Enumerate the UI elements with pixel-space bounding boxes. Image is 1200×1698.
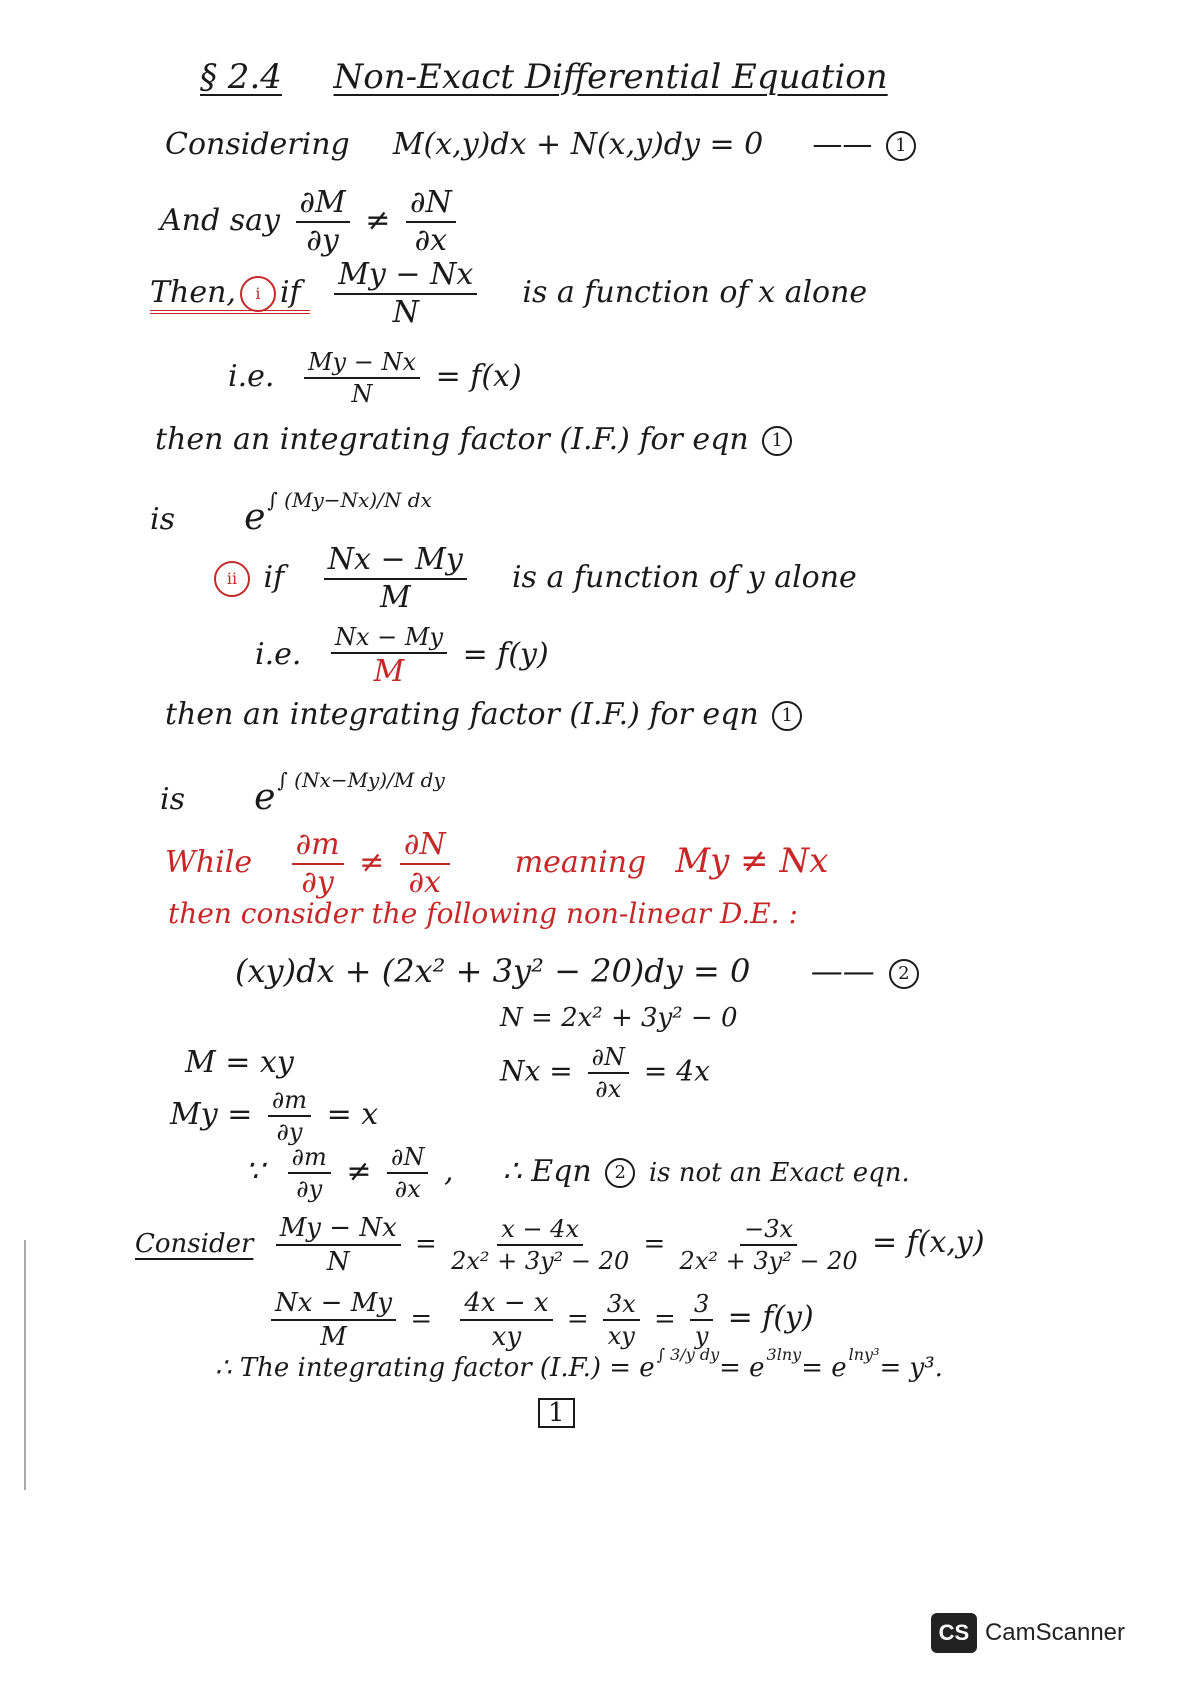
page-title: Non-Exact Differential Equation	[333, 57, 888, 97]
case1-if-formula: is e $^{\int (My-Nx)/N dx}$	[150, 488, 432, 538]
nx-derivative: Nx = $\frac{\partial N}{\partial x}$ = 4x	[500, 1043, 710, 1103]
dash: ——	[812, 127, 873, 162]
camscanner-text: CamScanner	[984, 1619, 1125, 1646]
case2-condition: ii if $\frac{Nx - My}{M}$ is a function of y alone	[210, 545, 857, 613]
fraction-my-nx-over-n-2: $\frac{My - Nx}{N}$	[304, 350, 420, 406]
n-definition: N = 2x² + 3y² − 0	[500, 1003, 738, 1033]
fraction-dN-dx: $\frac{\partial N}{\partial x}$	[406, 188, 456, 256]
not-exact-line: ∵ $\frac{\partial m}{\partial y}$ ≠ $\frac{\partial N}{\partial x}$ , ∴ Eqn 2 is not an Exact eqn.	[245, 1143, 910, 1203]
case1-ie: i.e. $\frac{My - Nx}{N}$ = f(x)	[228, 348, 522, 408]
fraction-dm-dy-red: $\frac{\partial m}{\partial y}$	[292, 830, 344, 898]
and-say-line	[160, 185, 462, 258]
final-if: = y³.	[879, 1353, 943, 1383]
eq-tag-1b: 1	[762, 426, 792, 456]
case1-exponent: ∫ (My−Nx)/N dx	[267, 488, 432, 512]
general-equation: M(x,y)dx + N(x,y)dy = 0	[392, 127, 764, 162]
my-derivative: My = $\frac{\partial m}{\partial y}$ = x	[170, 1086, 379, 1146]
roman-i-marker: i	[240, 276, 276, 312]
case2-exponent: ∫ (Nx−My)/M dy	[277, 768, 445, 792]
my-not-equal-nx: My ≠ Nx	[675, 841, 829, 881]
roman-ii-marker: ii	[214, 561, 250, 597]
case2-then-line: then an integrating factor (I.F.) for eqn 1	[165, 700, 806, 731]
consider-line-2: $\frac{Nx - My}{M}$ = $\frac{4x - x}{xy}$ = $\frac{3x}{xy}$ = $\frac{3}{y}$ = f(y)	[265, 1290, 814, 1350]
considering-line	[165, 127, 920, 162]
fraction-dM-dy: $\frac{\partial M}{\partial y}$	[296, 188, 350, 256]
then-label: Then, i if	[150, 275, 310, 314]
case1-condition	[150, 257, 868, 330]
eq-tag-1: 1	[886, 131, 916, 161]
case2-ie: i.e. $\frac{Nx - My}{M}$ = f(y)	[255, 623, 549, 689]
heading	[200, 57, 888, 97]
example-equation: (xy)dx + (2x² + 3y² − 20)dy = 0 —— 2	[235, 955, 923, 989]
page-number: 1	[538, 1398, 575, 1428]
camscanner-watermark	[931, 1613, 1125, 1653]
while-line: While $\frac{\partial m}{\partial y}$ ≠ $\frac{\partial N}{\partial x}$ meaning My ≠ Nx	[165, 827, 829, 900]
integrating-factor-result: ∴ The integrating factor (I.F.) = e $^{\int 3/y dy}$= e $^{3lny}$= e $^{lny^3}$= y³.	[215, 1345, 943, 1383]
m-definition: M = xy	[185, 1045, 294, 1080]
consider-following-line: then consider the following non-linear D.E. :	[168, 897, 798, 930]
while-label: While	[165, 845, 253, 880]
eq-tag-1c: 1	[772, 701, 802, 731]
case1-then-line: then an integrating factor (I.F.) for eqn 1	[155, 425, 796, 456]
case1-condition-text: is a function of x alone	[522, 275, 868, 310]
fraction-nx-my-over-m: $\frac{Nx - My}{M}$	[324, 545, 467, 613]
scan-edge-shadow	[24, 1240, 26, 1490]
eq-tag-2: 2	[889, 959, 919, 989]
camscanner-logo: CS	[931, 1613, 977, 1653]
section-number: § 2.4	[200, 57, 282, 97]
fraction-my-nx-over-n: $\frac{My - Nx}{N}$	[334, 260, 477, 328]
fraction-nx-my-over-m-2: $\frac{Nx - My}{M}$	[331, 625, 447, 687]
consider-label: Consider	[135, 1229, 254, 1259]
and-say-label: And say	[160, 203, 280, 238]
eq-tag-2b: 2	[605, 1158, 635, 1188]
consider-line-1: Consider $\frac{My - Nx}{N}$ = $\frac{x - 4x}{\text{2x² + 3y² − 20}}$ = $\frac{-3x}{\text{2x² + 3y² − 20}}$ = f(x,y)	[135, 1213, 985, 1277]
considering-label: Considering	[165, 127, 350, 162]
not-equal-sign: ≠	[365, 203, 391, 238]
case2-if-formula: is e $^{\int (Nx-My)/M dy}$	[160, 768, 445, 818]
fraction-dN-dx-red: $\frac{\partial N}{\partial x}$	[400, 830, 450, 898]
case2-condition-text: is a function of y alone	[511, 560, 857, 595]
